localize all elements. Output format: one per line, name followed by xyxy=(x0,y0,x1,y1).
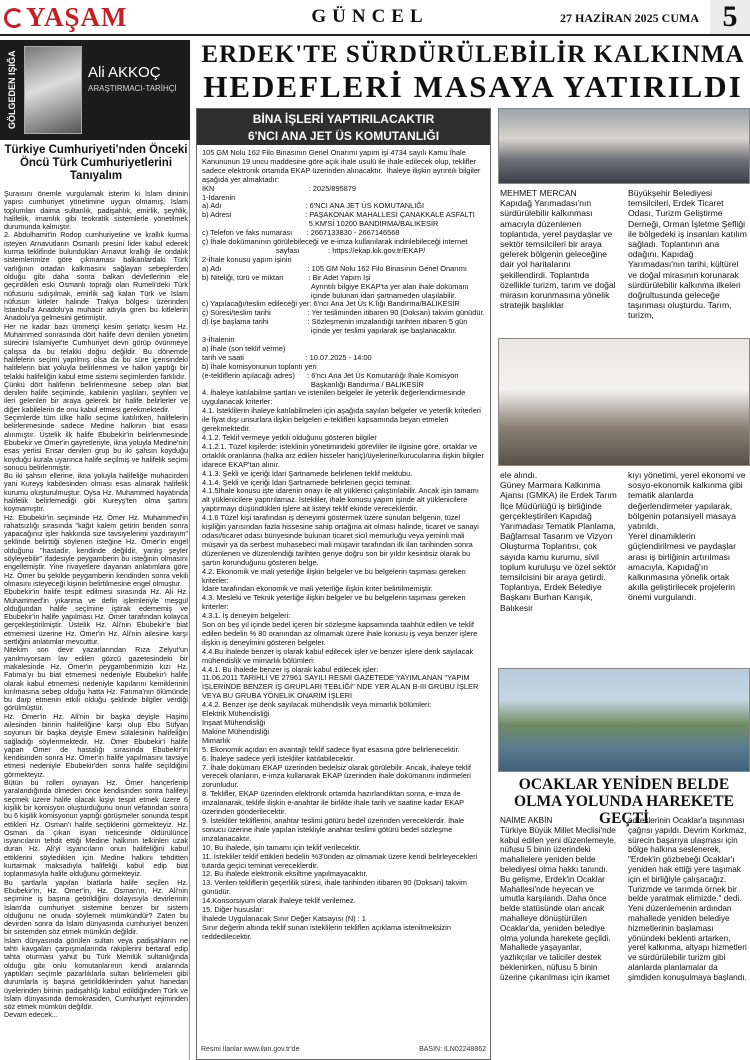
column-body: Şuraısını önemle vurgulamak isterim ki İslam dininin yapısı cumhuriyet yönetimine uygun olmamış, İslam toplumları daima sultanlık, padişahlık, emirlik, şeyhlik, halifelik, imamlık gibi teokratik sistemlerle yönetilmek durumunda kalmıştır. 2. Abdulhamit'in Rodop cumhuriyetine ve krallık kurma isteyen Arnavutların Osmanlı presini lider kabul ederek kurma teklifinde bulundukları Arnavut krallığı ile ondalık sistemlerimize göre çıkmaması balkanlardaki Türk varlığının ortadan kalkmasını sağlayan sebeplerden olduğu gibi daha sonra balkan devletlerinin ele geçirdikleri eski Osmanlı toprağı olan Rumeli'deki Türk nüfusunu sıdışılmak, emirlik sağ kalan Türk ve İslam nüfusun kitleler halinde Trakya bölgesi üzerinden İstanbul'a Anadolu'ya muhacir adıyla giren bu kitlelerin Anadolu'ya gelmesini getirmiştir. Her ne kadar bazı ümmetçi kesim şeriatçı kesim Hz. Muhammed sonrasında dört halife devri denilen yönetim sürecini İslamiyet'te Cumhuriyet devri görüp övünmeye çalışsa da bu telakki doğru değildir. Bu dönemde halifelerin seçimi yapılmış olsa da bu süre içerisindeki halifelerin biat yoluyla belirlenmesi ve halkın yaptığı bir telakki halifeliğin kabul etme sistemi seçimlerden farklıdır. Çünkü dört halifenin belirlenmesine sebep olan biat denilen halife seçiminde, kabilenin yaşlıları, şeyhleri ve ileri gelenleri bir araya gelerek bir halife belirlerler ve diğer kabilelerin de onu kabul etmesi gerekmektedir. Seçimlerde tüm ülke halkı seçime katılırken, halifelerin belirlenmesinde sadece Medine halkının biat esası alınmıştır. Üstelik ilk halife Ebubekir'in belirlenmesinde Ebubekir ve Ömer'in gayretleriyle, ikna yoluyla Medine'nin esas yerlisi Ensar denilen grup bu iki şahsın koyduğu koyduğu kurala uyarınca halife seçilmiş ve halifelik seçimi sonucu belirlenmiştir. Bu iki şahsın ellerine, ikna yoluyla halifeliğe muhacirden yani Kureyş kabilesinden olması esas alınarak halifelik kurumu oluşturulmuştur. Oysa Hz. Muhammed hayatında halifelik belirlemediği gibi Kureyş'ten olma şartını koymamıştır. Hz. Ebubekir'in seçiminde Hz. Ömer Hz. Muhammed'in rahatsızlığı sırasında "kağıt kalem getirin benden sonra yapacağınız işler hakkında size tavsiyelerimi yazdırayım" şeklinde belirttiği söylenen isteğine Hz. Ömer'in engel olduğunu "hastadır, kendinde değildir, yanlış şeyler söyleyebilir" ifadesiyle peygamberin bu isteğinin olmasını engellemiştir. Yine rivayetlere dayanan anlatımlara göre Hz. Ömer bu şekilde peygamberin kendinden sonra vekili olmasını isteyeceği kişinin belirtilmesine engel olmuştur. Ebubekir'in halife tespit edilmesi sırasında Hz. Ali Hz. Muhammed'in yıkanma ve defin işlemleriyle meşgul olduğundan halife seçimine iştirak edememiş ve Ebubekir'in halife yapılması Hz. Ömer tarafından kolayca gerçekleştirilmiştir. Üstelik Hz. Ali'nin Ebubekir'e biat etmemesi üzerine Hz. Ömer'in Hz. Ali'nin ailesine karşı sertliğini anlatımlar mevcuttur. Nitekim son devir yazarlarından Rıza Zelyut'un yanılmıyorsam lav edilen gözcü gazetesindeki bir makalesinde Hz. Ömer'in peygamberimizin kızı Hz. Fatıma'yı bu biat etmemesi nedeniyle Ebubekir'i halife olarak kabul etmemesi nedeniyle kapılarını kemiklerinin kırılmasına sebep olduğu hatta Hz. Fatıma'nın ölümünde bu darp etmenin etkili olduğu şeklinde bilgiler verdiği görülmüştür. Hz. Ömer'in Hz. Ali'nin bir başka deyişle Haşimi ailesinden birinin halifeliğine karşı olup Ebu Süfyan soyunun bir başka deyişle Emevi sülalesinin halifeliğin sağladığı söylenmektedir. Hz. Ömer Ebubekir'i halife yapan Ömer de hastalığı sırasında Ebubekir'in kendisinden sonra Hz. Ömer'in halife yapılmasını tavsiye etmesi nedeniyle Ebubekir'den sonra halife seçildiğini görmekteyiz. Bütün bu rolleri oynayan Hz. Ömer hançerlenip yaralandığında ölmeden önce kendisinden sonra halifeyi seçmek üzere halife olacak kişiyi tespit etmek üzere 6 kişilik bir komisyon oluşturduğunu onun vefatından sonra bu 6 kişilik komisyonun yaptığı görüşmeler sonunda tespit ettikleri Hz. Osman'ı halife seçtiklerini görmekteyiz. Hz. Osman da çıkan isyan neticesinde öldürülünce isyancıların tehdit ettiği Medine halkının telkinleri uzak duran Hz. Ali'yi isyancıların onun halifeliğini kabul ettiklerini söyledikleri için Medine halkını tehditten kurtarmak maksadıyla halifeliği kabul edip biat toplanmasıyla halife olduğunu görmekteyiz. Bu şartlarla yapılan biatlarla halife seçilen Hz. Ebubekir'in, Hz. Ömer'in, Hz. Osman'ın, Hz. Ali'nin seçimine iş başına getirildiğini dolayısıyla devirlerinin İslam'da cumhuriyet sistemine benzer bir sistem olduğunu ne onuda söylemek mümkündür? Zaten bu devirden sonra da İslam dünyasında cumhuriyet benzeri bir sistemden söz etmek mümkün değildir. İslam dünyasında görülen sultan veya padişahların ne tahtı kavgaları çarpışmalarında rakiplerini bertaraf edip tahta oturması yahut bu Türk Memlük sultanlığında olduğu gibi onlu komutanlarının kendi aralarında yaptıkları seçimle pazarlıklarla sultan belirlemeleri gibi durumlarla iş başına getirildiklerinden yahut hanedan üyelerinden birinin padişahlığı kabul edildiğinden Türk ve İslam dünyasında demokrasiden, Cumhuriyet rejiminden söz etmek mümkün değildir. Devam edecek... xyxy=(4,189,188,1020)
article-text-col-1: MEHMET MERCAN Kapıdağ Yarımadası'nın sürdürülebilir kalkınması amacıyla düzenlenen toplantıda, yerel paydaşlar ve sektör temsilcileri bir araya gelerek bölgenin geleceğine dair yol haritalarını şekillendirdi. Toplantıda özellikle turizm, tarım ve doğal mirasın korunmasına yönelik stratejik başlıklar xyxy=(500,188,616,311)
tender-notice xyxy=(196,108,491,1060)
notice-heading-line-1: BİNA İŞLERİ YAPTIRILACAKTIR xyxy=(252,112,435,126)
author-role: ARAŞTIRMACI-TARİHÇİ xyxy=(88,84,177,93)
coastal-village-photo xyxy=(498,668,750,772)
meeting-panel-photo xyxy=(498,338,750,466)
article-text-col-4: kıyı yönetimi, yerel ekonomi ve sosyo-ekonomik kalkınma gibi tematik alanlarda değerlendirmeler yapılarak, bölgenin potansiyeli masaya yatırıldı. Yerel dinamiklerin güçlendirilmesi ve paydaşlar arası iş birliğinin artırılması amacıyla, Kapıdağ'ın kalkınmasına yönelik ortak akılla geliştirilecek projelerin önemi vurgulandı. xyxy=(628,470,746,603)
author-banner xyxy=(0,40,190,140)
issue-date: 27 HAZİRAN 2025 CUMA xyxy=(560,11,699,25)
author-photo xyxy=(24,46,82,134)
masthead xyxy=(0,0,750,36)
opinion-column xyxy=(0,40,190,1060)
notice-heading-line-2: 6'NCI ANA JET ÜS KOMUTANLIĞI xyxy=(247,129,440,143)
section-title: GÜNCEL xyxy=(311,6,429,27)
notice-footer-code: BASIN: ILN02248862 xyxy=(419,1046,486,1053)
ocaklar-text-col-2: adreslerinin Ocaklar'a taşınması çağrısı yapıldı. Devrim Korkmaz, sürecin başarıya ulaşması için bölge halkına seslenerek, "Erdek'in gözbebeği Ocaklar'ı yeniden hak ettiği yere taşımak için el birliğiyle çalışacağız. Turizmde ve tarımda örnek bir belde yaratmak elimizde." dedi. Yeni düzenlemenin ardından mahallede yeniden belediye hizmetlerinin başlaması yönündeki beklenti artarken, yerel kalkınma, altyapı hizmetleri ve sürdürülebilir turizm gibi alanlarda planlamalar da şimdiden konuşulmaya başlandı. xyxy=(628,816,747,982)
article-text-col-2: Büyükşehir Belediyesi temsilcileri, Erdek Ticaret Odası, Turizm Geliştirme Derneği, Orman İşletme Şefliği ile bölgedeki iş insanları katılım sağladı. Toplantının ana odağını, Kapıdağ Yarımadası'nın tarihi, kültürel ve doğal mirasının korunarak sürdürülebilir kalkınma ilkeleri doğrultusunda geleceğe taşınması oluşturdu. Tarım, turizm, xyxy=(628,188,747,321)
column-title: Türkiye Cumhuriyeti'nden Önceki Öncü Türk Cumhuriyetlerini Tanıyalım xyxy=(4,144,188,182)
headline-line-1: ERDEK'TE SÜRDÜRÜLEBİLİR KALKINMA xyxy=(201,41,745,68)
logo-swirl-icon xyxy=(4,8,24,28)
article-text-col-3: ele alındı. Güney Marmara Kalkınma Ajansı (GMKA) ile Erdek Tarım İlçe Müdürlüğü iş birliğinde gerçekleştirilen Kapıdağ Yarımadası Tematik Planlama, Bağlamsal Tasarım ve Vizyon Oluşturma Toplantısı, çok sayıda kamu kurumu, sivil toplum kuruluşu ve özel sektör temsilcisini bir araya getirdi. Toplantıya, Erdek Belediye Başkanı Burhan Karışık, Balıkesir xyxy=(500,470,617,613)
headline-line-2: HEDEFLERİ MASAYA YATIRILDI xyxy=(203,69,743,104)
notice-footer-source: Resmi İlanlar www.ilan.gov.tr'de xyxy=(201,1046,300,1053)
meeting-group-photo xyxy=(498,108,750,184)
ocaklar-text-col-1: NAİME AKBİN Türkiye Büyük Millet Meclisi'nde kabul edilen yeni düzenlemeyle, nüfusu 5 binin üzerindeki mahallelere yeniden belde belediyesi olma hakkı tanındı. Bu gelişme, Erdek'in Ocaklar Mahallesi'nde heyecan ve umutla karşılandı. Daha önce belde statüsünde olan ancak mahalleye dönüştürülen Ocaklar'da, yeniden belediye olma yolunda harekete geçildi. Mahallede yaşayanlar, yazlıkçılar ve taliciler destek beklenirken, nüfusu 5 binin üzerine çıkarılması için ikamet xyxy=(500,816,617,982)
newspaper-logo[interactable] xyxy=(4,2,128,32)
notice-heading xyxy=(197,109,490,145)
ocaklar-headline: OCAKLAR YENİDEN BELDE OLMA YOLUNDA HAREKETE GEÇTİ xyxy=(514,776,734,827)
author-name: Ali AKKOÇ xyxy=(88,64,161,81)
logo-text: YAŞAM xyxy=(26,2,128,32)
main-headline xyxy=(196,40,750,105)
notice-body: 105 GM Nolu 162 Filo Binasının Genel Onarımı yapım işi 4734 sayılı Kamu İhale Kanununun 19 uncu maddesine göre açık ihale usulü ile ihale edilecek olup, teklifler sadece elektronik ortamda EKAP üzerinden alınacaktır. İhaleye ilişkin ayrıntılı bilgiler aşağıda yer almaktadır: İKN : 2025/895879 1-İdarenin a) Adı : 6'NCI ANA JET ÜS KOMUTANLIĞI b) Adresi : PAŞAKONAK MAHALLESİ ÇANAKKALE ASFALTI 5.KM'Sİ 10200 BANDIRMA/BALIKESİR c) Telefon ve faks numarası : 2667133830 - 2667146568 ç) İhale dokümanının görülebileceği ve e-imza kullanılarak indirilebileceği internet sayfası : https://ekap.kik.gov.tr/EKAP/ 2-İhale konusu yapım işinin a) Adı : 105 GM Nolu 162 Filo Binasının Genel Onarımı b) Niteliği, türü ve miktarı : Bir Adet Yapım İşi Ayrıntılı bilgiye EKAP'ta yer alan ihale dokümanı içinde bulunan idari şartnameden ulaşılabilir. c) Yapılacağı/teslim edileceği yer: 6'ncı Ana Jet Üs K.lığı Bandırma/BALIKESİR ç) Süresi/teslim tarihi : Yer tesliminden itibaren 90 (Doksan) takvim günüdür. d) İşe başlama tarihi : Sözleşmenin imzalandığı tarihten itibaren 5 gün içinde yer teslimi yapılarak işe başlanacaktır. 3-İhalenin a) İhale (son teklif verme) tarih ve saati : 10.07.2025 - 14:00 b) İhale komisyonunun toplantı yeri (e-tekliflerin açılacağı adres) : 6'ncı Ana Jet Üs Komutanlığı İhale Komisyon Başkanlığı Bandırma / BALIKESİR 4. İhaleye katılabilme şartları ve istenilen belgeler ile yeterlik değerlendirmesinde uygulanacak kriterler: 4.1. İsteklilerin ihaleye katılabilmeleri için aşağıda sayılan belgeler ve yeterlik kriterleri ile fiyat dışı unsurlara ilişkin belgeleri e-teklifleri kapsamında beyan etmeleri gerekmektedir. 4.1.2. Teklif vermeye yetkili olduğunu gösteren bilgiler 4.1.2.1. Tüzel kişilerde: isteklinin yönetimindeki görevliler ile ilgisine göre, ortaklar ve ortaklık oranlarına (halka arz edilen hisseler hariç)/üyelerine/kurucularına ilişkin bilgiler idarece EKAP'tan alınır. 4.1.3. Şekli ve içeriği İdari Şartnamede belirlenen teklif mektubu. 4.1.4. Şekli ve içeriği İdari Şartnamede belirlenen geçici teminat. 4.1.5İhale konusu işte idarenin onayı ile alt yüklenici çalıştırılabilir. Ancak işin tamamı alt yüklenicilere yaptırılamaz. İstekliler, ihale konusu yapım işinde alt yüklenicilere yaptırmayı düşündükleri işlere ait listeyi teklif ekinde vereceklerdir. 4.1.6 Tüzel kişi tarafından iş deneyimi göstermek üzere sunulan belgenin, tüzel kişiliğin yarısından fazla hissesine sahip ortağına ait olması halinde, ticaret ve sanayi odası/ticaret odası bünyesinde bulunan ticaret sicil memurluğu veya yeminli mali müşavir ya da serbest muhasebeci mali müşavir tarafından ilk ilan tarihinden sonra düzenlenen ve düzenlendiği tarihten geriye doğru son bir yıldır kesintisiz olarak bu şartın korunduğunu gösteren belge. 4.2. Ekonomik ve mali yeterliğe ilişkin belgeler ve bu belgelerin taşıması gereken kriterler: İdare tarafından ekonomik ve mali yeterliğe ilişkin kriter belirtilmemiştir. 4.3. Mesleki ve Teknik yeterliğe ilişkin belgeler ve bu belgelerin taşıması gereken kriterler: 4.3.1. İş deneyim belgeleri: Son on beş yıl içinde bedel içeren bir sözleşme kapsamında taahhüt edilen ve teklif edilen bedelin % 80 oranından az olmamak üzere ihale konusu iş veya benzer işlere ilişkin iş deneyimini gösteren belgeler. 4.4.Bu ihalede benzer iş olarak kabul edilecek işler ve benzer işlere denk sayılacak mühendislik ve mimarlık bölümleri: 4.4.1. Bu ihalede benzer iş olarak kabul edilecek işler: 11.06.2011 TARİHLİ VE 27961 SAYILI RESMİ GAZETEDE YAYIMLANAN "YAPIM İŞLERİNDE BENZER İŞ GRUPLARI TEBLİĞİ" NDE YER ALAN B-III GRUBU İŞLER VEYA BU GRUBA YÖNELİK ONARIM İŞLERİ 4.4.2. Benzer işe denk sayılacak mühendislik veya mimarlık bölümleri: Elektrik Mühendisliği İnşaat Mühendisliği Makine Mühendisliği Mimarlık 5. Ekonomik açıdan en avantajlı teklif sadece fiyat esasına göre belirlenecektir. 6. İhaleye sadece yerli istekliler katılabilecektir. 7. İhale dokümanı EKAP üzerinden bedelsiz olarak görülebilir. Ancak, ihaleye teklif verecek olanların, e-imza kullanarak EKAP üzerinden ihale dokümanını indirmeleri zorunludur. 8. Teklifler, EKAP üzerinden elektronik ortamda hazırlandıktan sonra, e-imza ile imzalanarak, teklife ilişkin e-anahtar ile birlikte ihale tarih ve saatine kadar EKAP üzerinden gönderilecektir. 9. İstekliler tekliflerini, anahtar teslimi götürü bedel üzerinden vereceklerdir. İhale sonucu üzerine ihale yapılan istekliyle anahtar teslimi götürü bedel sözleşme imzalanacaktır. 10. Bu ihalede, işin tamamı için teklif verilecektir. 11. İstekliler teklif ettikleri bedelin %3'ünden az olmamak üzere kendi belirleyecekleri tutarda geçici teminat vereceklerdir. 12. Bu ihalede elektronik eksiltme yapılmayacaktır. 13. Verilen tekliflerin geçerlilik süresi, ihale tarihinden itibaren 90 (Doksan) takvim günüdür. 14.Konsorsiyum olarak ihaleye teklif verilemez. 15. Diğer hususlar: İhalede Uygulanacak Sınır Değer Katsayısı (N) : 1 Sınır değerin altında teklif sunan isteklilerin teklifleri açıklama istenilmeksizin reddedilecektir. xyxy=(202,148,485,941)
column-tag: GÖLGEDEN IŞIĞA xyxy=(7,50,17,130)
page-number: 5 xyxy=(710,0,750,34)
notice-footer xyxy=(201,1045,486,1055)
